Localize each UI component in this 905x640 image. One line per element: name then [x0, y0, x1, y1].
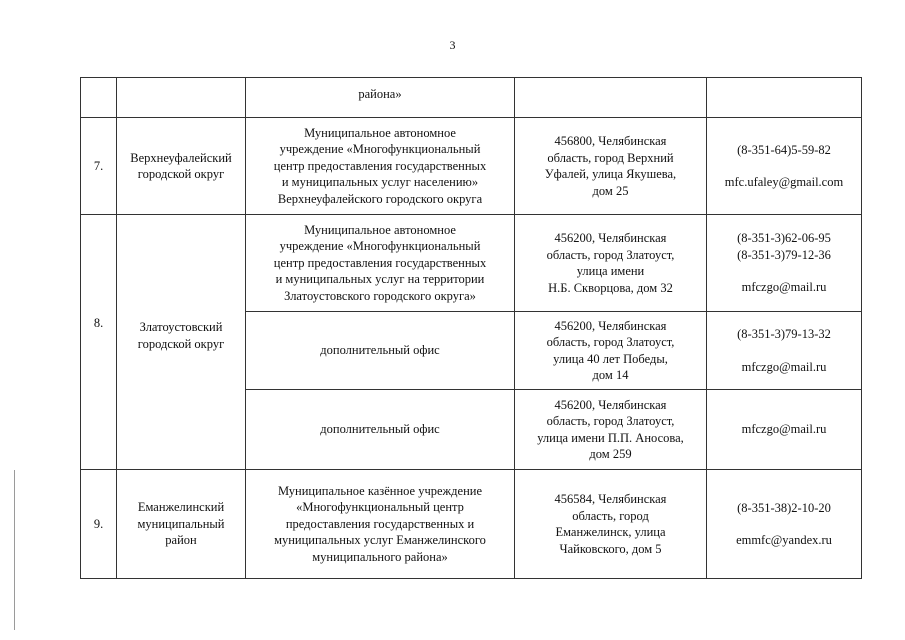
- address-line: область, город Златоуст,: [546, 335, 675, 349]
- address-line: 456200, Челябинская: [554, 397, 667, 412]
- address-line: 456584, Челябинская: [554, 492, 667, 506]
- email-address: mfczgo@mail.ru: [741, 359, 827, 374]
- institution-line: «Многофункциональный центр: [296, 500, 464, 515]
- institution-text: дополнительный офис: [320, 422, 440, 437]
- institution-text: района»: [358, 87, 402, 101]
- address-cell: [515, 470, 707, 579]
- phone-number: (8-351-3)62-06-95: [737, 231, 831, 246]
- row-number: 9.: [93, 516, 104, 531]
- address-line: область, город Златоуст,: [546, 414, 675, 428]
- table-row-continuation: [81, 78, 862, 118]
- email-address: emmfc@yandex.ru: [736, 533, 832, 547]
- institution-line: учреждение «Многофункциональный: [279, 142, 481, 157]
- institution-cell: [246, 118, 515, 215]
- institution-line: Муниципальное казённое учреждение: [277, 483, 483, 498]
- contacts-cell: [707, 470, 862, 579]
- row-number-cell: [81, 470, 117, 579]
- scan-edge-line: [14, 470, 15, 630]
- institution-cell: [246, 390, 515, 470]
- contacts-cell: [707, 390, 862, 470]
- address-line: область, город Златоуст,: [546, 247, 675, 262]
- municipality-line: Верхнеуфалейский: [130, 150, 232, 165]
- spacer: [711, 516, 857, 532]
- spacer: [711, 343, 857, 359]
- institution-line: муниципального района»: [312, 549, 448, 564]
- institution-cell: [246, 215, 515, 312]
- institution-cell: [246, 470, 515, 579]
- table-row-7: [81, 118, 862, 215]
- municipality-cell: [117, 215, 246, 470]
- municipality-line: Златоустовский: [139, 320, 223, 334]
- municipality-cell: [117, 118, 246, 215]
- phone-number: (8-351-3)79-13-32: [737, 327, 831, 341]
- address-line: Еманжелинск, улица: [555, 525, 666, 539]
- address-line: область, город: [572, 508, 649, 523]
- phone-number: (8-351-38)2-10-20: [737, 500, 831, 515]
- institution-line: и муниципальных услуг населению»: [281, 175, 479, 190]
- institution-line: Златоустовского городского округа»: [284, 288, 476, 303]
- municipality-cell: [117, 78, 246, 118]
- institution-line: Муниципальное автономное: [304, 125, 456, 140]
- address-line: 456200, Челябинская: [554, 318, 667, 333]
- institution-line: центр предоставления государственных: [273, 158, 487, 173]
- phone-number: (8-351-3)79-12-36: [737, 247, 831, 262]
- address-line: дом 25: [592, 183, 629, 198]
- row-number-cell: [81, 78, 117, 118]
- address-line: улица имени: [576, 264, 645, 278]
- address-line: улица 40 лет Победы,: [553, 351, 668, 366]
- row-number-cell: [81, 215, 117, 470]
- address-line: Уфалей, улица Якушева,: [544, 167, 677, 181]
- spacer: [711, 263, 857, 279]
- address-cell: [515, 312, 707, 390]
- address-line: 456800, Челябинская: [554, 134, 667, 148]
- address-line: Н.Б. Скворцова, дом 32: [548, 280, 673, 295]
- institution-line: учреждение «Многофункциональный: [279, 239, 481, 254]
- row-number: 8.: [93, 316, 104, 330]
- institution-text: дополнительный офис: [320, 343, 440, 358]
- mfc-registry-table: [80, 77, 862, 579]
- address-cell: [515, 390, 707, 470]
- institution-line: Муниципальное автономное: [304, 222, 456, 237]
- institution-line: и муниципальных услуг на территории: [275, 272, 485, 287]
- institution-line: предоставления государственных и: [285, 516, 475, 531]
- table-row-8-main-office: [81, 215, 862, 312]
- institution-line: центр предоставления государственных: [273, 255, 487, 270]
- institution-line: Верхнеуфалейского городского округа: [277, 191, 483, 206]
- email-address: mfczgo@mail.ru: [741, 280, 827, 295]
- municipality-line: муниципальный: [137, 516, 225, 531]
- municipality-line: городской округ: [137, 167, 225, 181]
- phone-number: (8-351-64)5-59-82: [737, 142, 831, 157]
- municipality-cell: [117, 470, 246, 579]
- contacts-cell: [707, 215, 862, 312]
- municipality-line: городской округ: [137, 336, 225, 351]
- institution-line: муниципальных услуг Еманжелинского: [274, 533, 486, 548]
- municipality-line: район: [165, 533, 197, 548]
- address-cell: [515, 215, 707, 312]
- row-number: 7.: [93, 158, 104, 173]
- address-line: Чайковского, дом 5: [559, 541, 662, 556]
- municipality-line: Еманжелинский: [137, 500, 225, 515]
- address-cell: [515, 78, 707, 118]
- address-cell: [515, 118, 707, 215]
- contacts-cell: [707, 78, 862, 118]
- contacts-cell: [707, 312, 862, 390]
- spacer: [711, 158, 857, 174]
- page-number: 3: [449, 38, 456, 52]
- institution-cell: [246, 312, 515, 390]
- address-line: улица имени П.П. Аносова,: [537, 430, 684, 445]
- email-address: mfc.ufaley@gmail.com: [724, 175, 844, 189]
- address-line: дом 14: [592, 368, 629, 382]
- address-line: дом 259: [589, 447, 632, 461]
- contacts-cell: [707, 118, 862, 215]
- table-row-9: [81, 470, 862, 579]
- address-line: 456200, Челябинская: [554, 231, 667, 245]
- email-address: mfczgo@mail.ru: [741, 422, 827, 437]
- address-line: область, город Верхний: [547, 150, 674, 165]
- institution-cell: [246, 78, 515, 118]
- row-number-cell: [81, 118, 117, 215]
